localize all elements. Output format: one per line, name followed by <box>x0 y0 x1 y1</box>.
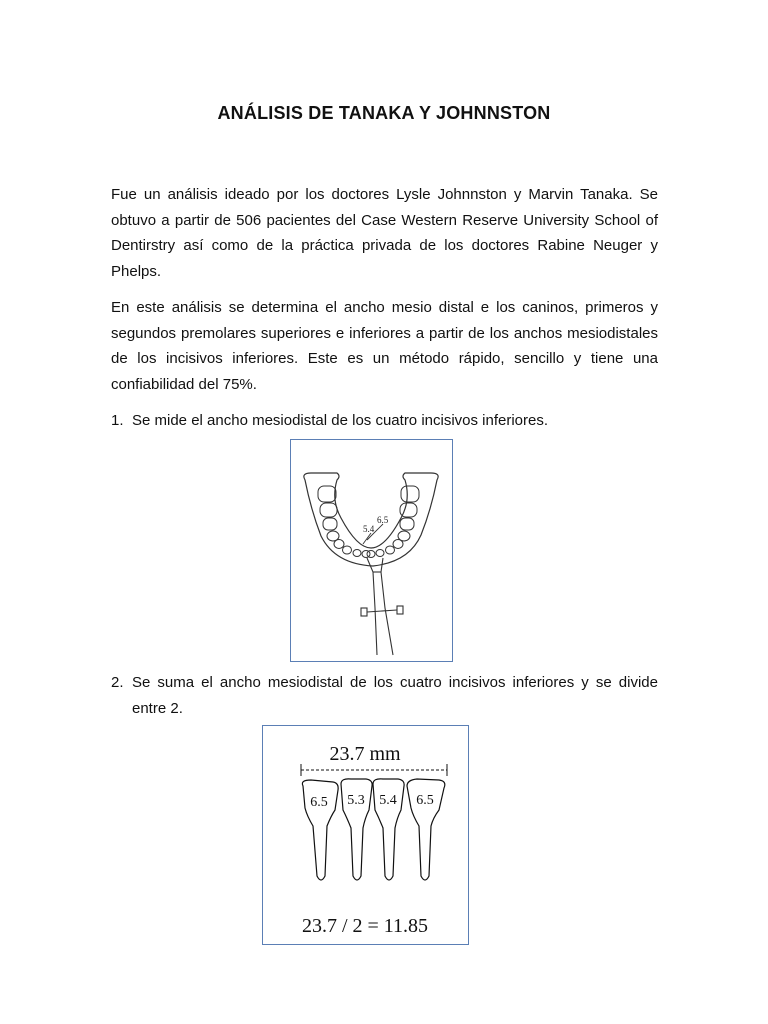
tooth-width-1: 6.5 <box>310 795 328 810</box>
step-1 <box>111 408 658 434</box>
paragraph-method: En este análisis se determina el ancho mesio distal e los caninos, primeros y segundos premolares superiores e inferiores a partir de los anchos mesiodistales de los incisivos inferiores. Este es un método rápido, sencillo y tiene una confiabilidad del 75%. <box>111 299 658 393</box>
step-1-text: Se mide el ancho mesiodistal de los cuatro incisivos inferiores. <box>132 412 549 429</box>
incisors-illustration <box>263 726 468 944</box>
step-2 <box>111 670 658 721</box>
tooth-width-3: 5.4 <box>379 793 397 808</box>
step-2-text: Se suma el ancho mesiodistal de los cuatro incisivos inferiores y se divide entre 2. <box>132 674 658 717</box>
tooth-width-4: 6.5 <box>416 793 434 808</box>
figure1-label-a: 6.5 <box>377 515 389 525</box>
division-formula: 23.7 / 2 = 11.85 <box>301 915 429 937</box>
figure-incisor-sum <box>262 725 469 945</box>
figure-measuring-incisors <box>290 439 453 662</box>
measurement-bar <box>301 764 447 776</box>
figure1-label-b: 5.4 <box>363 524 375 534</box>
total-width-label: 23.7 mm <box>329 743 401 765</box>
document-title: ANÁLISIS DE TANAKA Y JOHNNSTON <box>217 103 551 123</box>
mandible-caliper-illustration <box>291 440 452 661</box>
tooth-width-2: 5.3 <box>347 793 365 808</box>
step-1-number: 1. <box>111 412 124 429</box>
paragraph-intro: Fue un análisis ideado por los doctores Lysle Johnnston y Marvin Tanaka. Se obtuvo a partir de 506 pacientes del Case Western Reserve University School of Dentirstry así como de la práctica privada de los doctores Rabine Neuger y Phelps. <box>111 186 658 280</box>
step-2-number: 2. <box>111 674 124 691</box>
